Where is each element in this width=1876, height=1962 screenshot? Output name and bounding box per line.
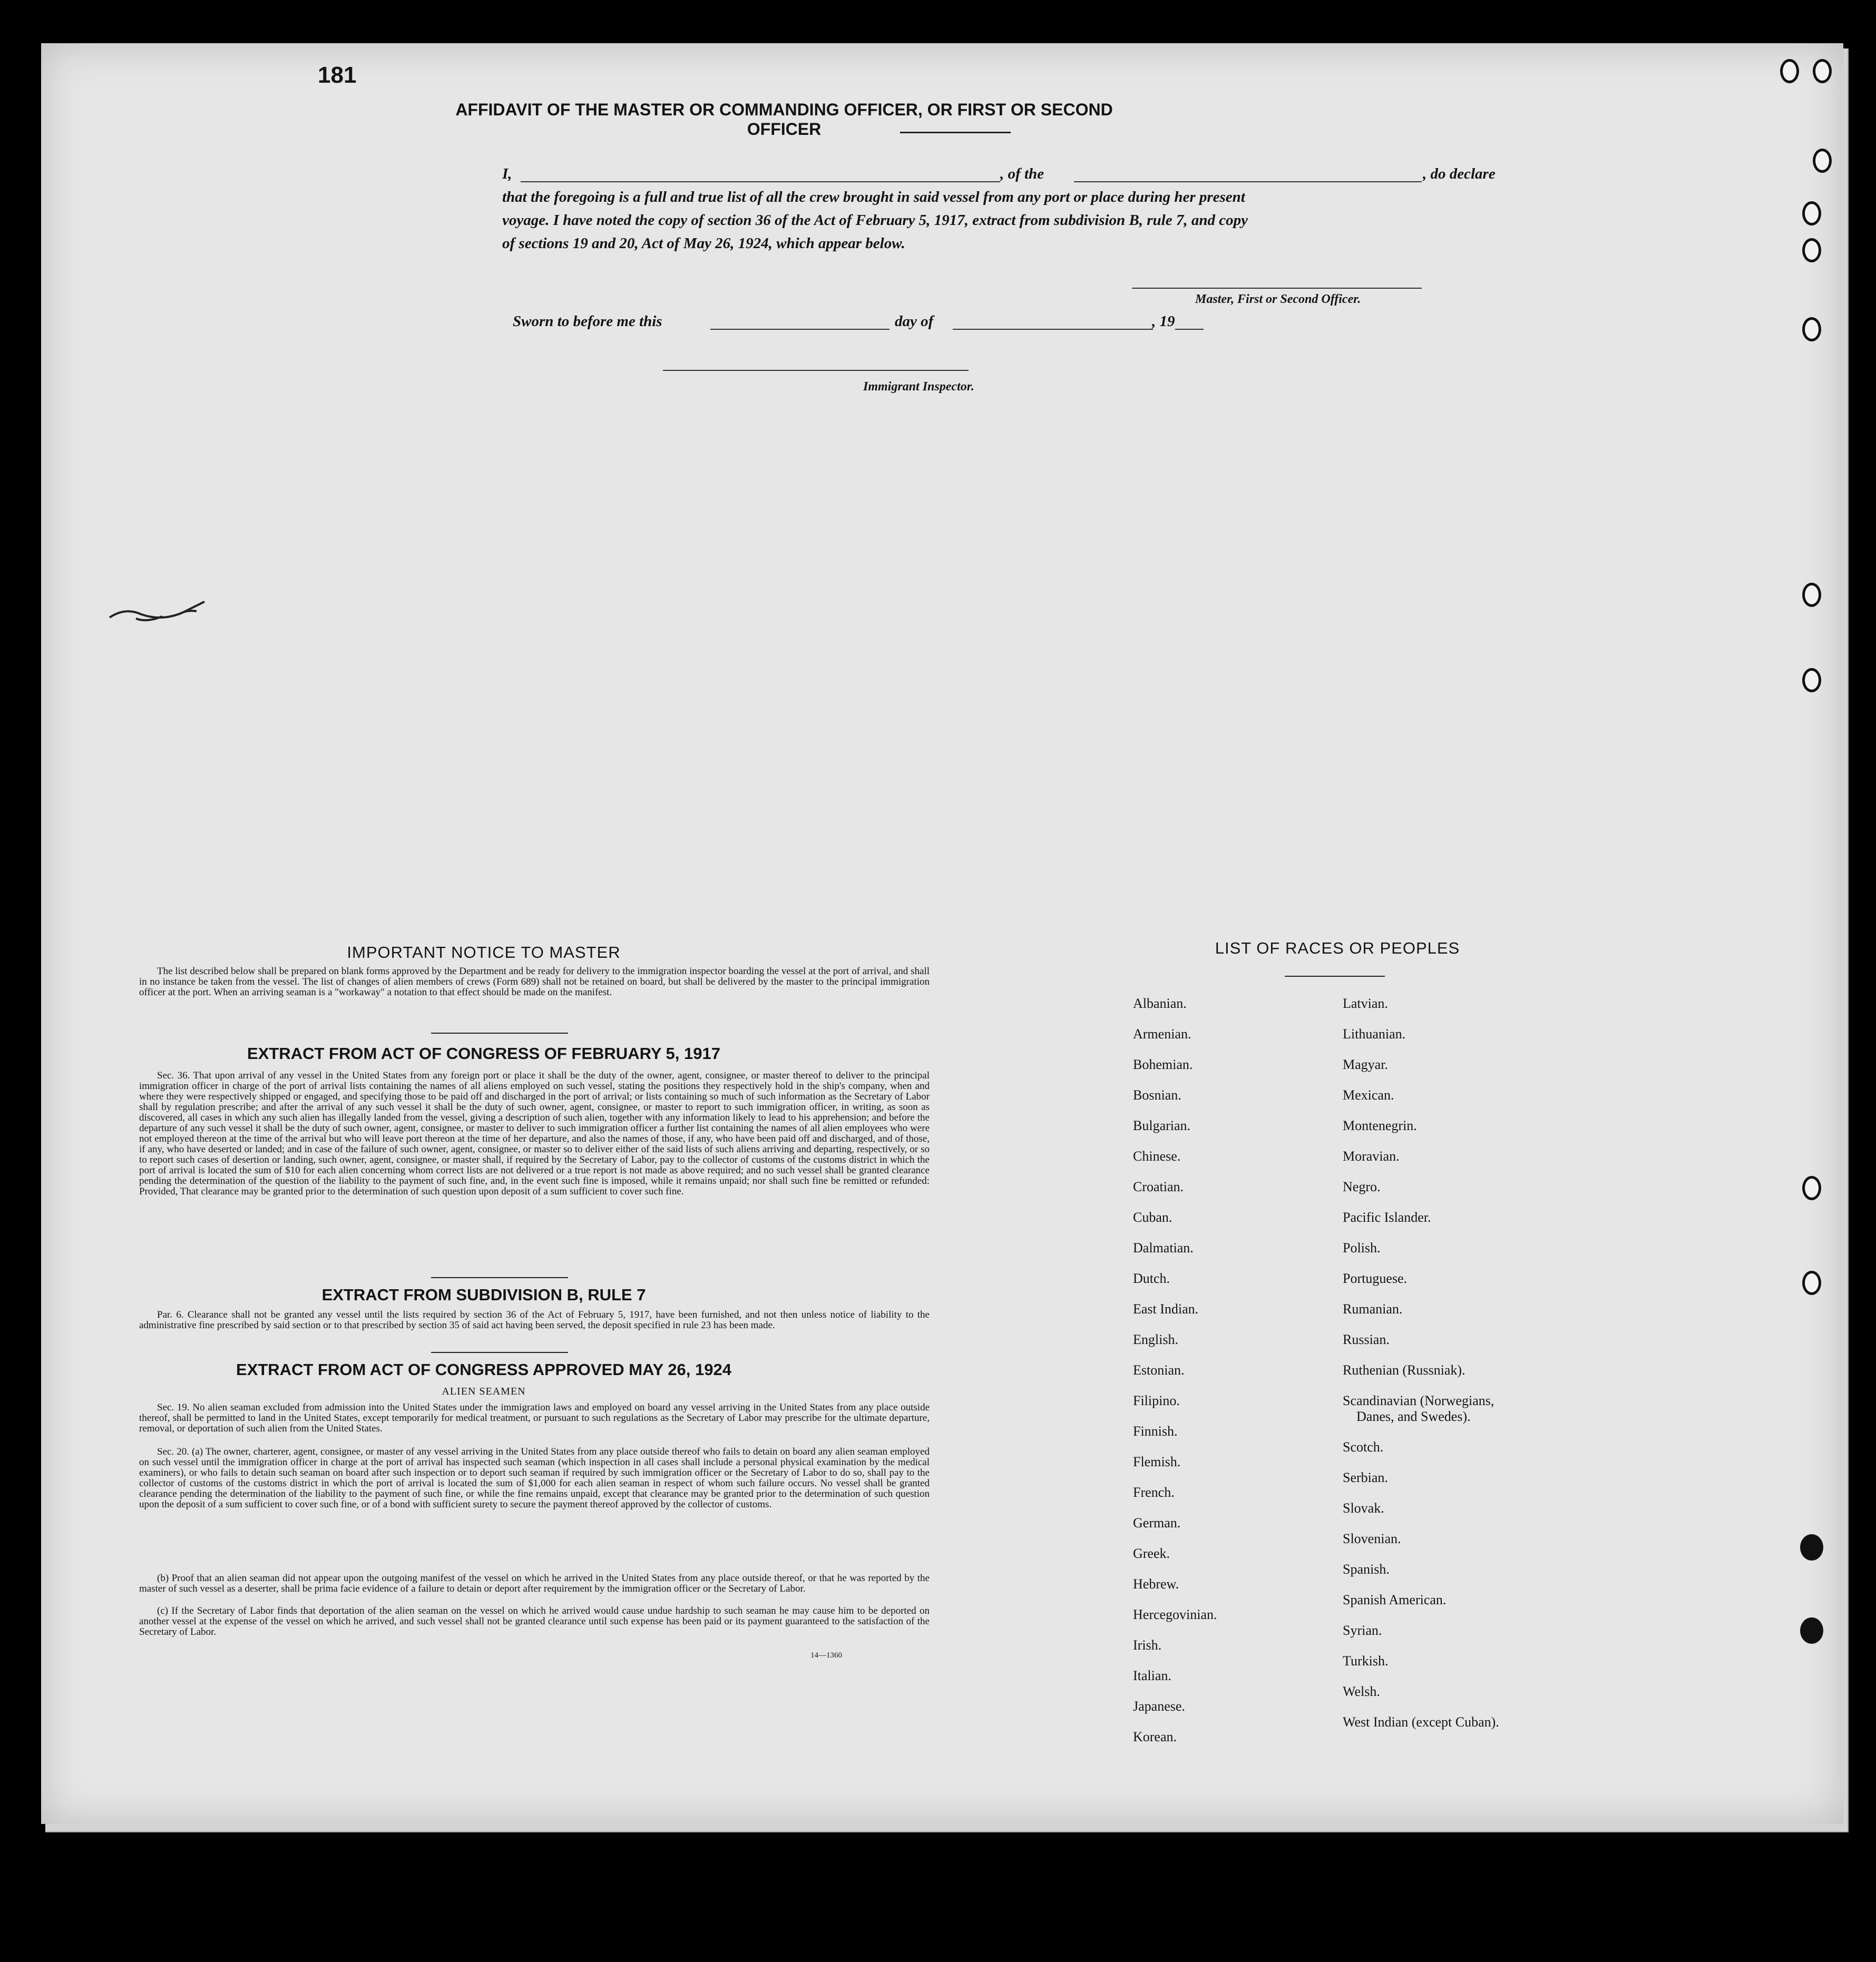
race-item: Slovak.: [1343, 1500, 1384, 1516]
inspector-caption: Immigrant Inspector.: [863, 380, 974, 394]
race-item: Spanish.: [1343, 1562, 1390, 1577]
race-item: Greek.: [1133, 1546, 1170, 1561]
extract3-sec20b: (b) Proof that an alien seaman did not appear upon the outgoing manifest of the vessel on which he arrived in the United States from any place outside thereof, or that he was reported by the master of such vessel as a deserter, shall be prima facie evidence of a failure to detain or deport after requirement by the immigration officer or the Secretary of Labor.: [139, 1573, 930, 1594]
extract2-text: Par. 6. Clearance shall not be granted any vessel until the lists required by section 36 of the Act of February 5, 1917, have been furnished, and not then unless notice of liability to the administrative fine prescribed by said section or to that prescribed by section 35 of said act having been served, the deposit specified in rule 23 has been made.: [139, 1309, 930, 1331]
race-item: Polish.: [1343, 1240, 1381, 1255]
race-item: Negro.: [1343, 1179, 1381, 1194]
extract3-subtitle: ALIEN SEAMEN: [442, 1386, 526, 1397]
extract1-text: Sec. 36. That upon arrival of any vessel in the United States from any foreign port or place it shall be the duty of the owner, agent, consignee, or master thereof to deliver to the principal immigration officer in charge of the port of arrival lists containing the names of all aliens employed on such vessel, stating the positions they respectively hold in the ship's company, when and where they were respectively shipped or engaged, and specifying those to be paid off and discharged in the port of arrival; or lists containing so much of such information as the Secretary of Labor shall by regulation prescribe; and after the arrival of any such vessel it shall be the duty of such owner, agent, consignee, or master to report to such immigration officer, in writing, as soon as discovered, all cases in which any such alien has illegally landed from the vessel, giving a description of such alien, together with any information likely to lead to his apprehension; and before the departure of any such vessel it shall be the duty of such owner, agent, consignee, or master to deliver to such immigration officer a further list containing the names of all alien employees who were not employed thereon at the time of the arrival but who will leave port thereon at the time of her departure, and also the names of those, if any, who have been paid off and discharged, and of those, if any, who have deserted or landed; and in case of the failure of such owner, agent, consignee, or master so to deliver either of the said lists of such aliens arriving and departing, respectively, or so to report such cases of desertion or landing, such owner, agent, consignee, or master shall, if required by the Secretary of Labor, pay to the collector of customs of the customs district in which the port of arrival is located the sum of $10 for each alien concerning whom correct lists are not delivered or a true report is not made as above required; and no such vessel shall be granted clearance pending the determination of the question of the liability to the payment of such fine, and, in the event such fine is imposed, while it remains unpaid; nor shall such fine be remitted or refunded: Provided, That clearance may be granted prior to the determination of such question upon deposit of a sum sufficient to cover such fine.: [139, 1070, 930, 1197]
sworn-year: , 19: [1152, 313, 1175, 330]
affidavit-title: AFFIDAVIT OF THE MASTER OR COMMANDING OFFICER, OR FIRST OR SECOND OFFICER: [455, 100, 1113, 139]
extract1-title: EXTRACT FROM ACT OF CONGRESS OF FEBRUARY 5, 1917: [247, 1044, 720, 1063]
binder-hole: [1780, 59, 1799, 83]
race-item: Serbian.: [1343, 1470, 1388, 1485]
race-item: Irish.: [1133, 1637, 1162, 1653]
extract2-title: EXTRACT FROM SUBDIVISION B, RULE 7: [321, 1286, 646, 1304]
race-item: Japanese.: [1133, 1699, 1185, 1714]
inspector-signature-line: [663, 370, 969, 371]
race-item: Chinese.: [1133, 1149, 1181, 1164]
binder-hole: [1802, 1271, 1821, 1295]
race-item: Dalmatian.: [1133, 1240, 1194, 1255]
page-number: 181: [318, 62, 357, 88]
binder-hole: [1813, 59, 1832, 83]
race-item: Pacific Islander.: [1343, 1210, 1431, 1225]
binder-hole: [1802, 668, 1821, 692]
race-item: Scotch.: [1343, 1439, 1384, 1455]
race-item: Danes, and Swedes).: [1356, 1409, 1471, 1424]
extract3-sec19: Sec. 19. No alien seaman excluded from admission into the United States under the immigration laws and employed on board any vessel arriving in the United States from any place outside thereof, shall be permitted to land in the United States, except temporarily for medical treatment, or pursuant to such regulations as the Secretary of Labor may prescribe for the ultimate departure, removal, or deportation of such alien from the United States.: [139, 1402, 930, 1434]
race-item: Croatian.: [1133, 1179, 1184, 1194]
race-item: German.: [1133, 1515, 1181, 1531]
race-item: Bosnian.: [1133, 1087, 1181, 1103]
binder-hole: [1802, 583, 1821, 607]
race-item: Estonian.: [1133, 1362, 1185, 1378]
race-item: Filipino.: [1133, 1393, 1180, 1408]
races-left-column: [1133, 988, 1217, 1752]
extract3-sec20c: (c) If the Secretary of Labor finds that deportation of the alien seaman on the vessel on which he arrived would cause undue hardship to such seaman he may cause him to be deported on another vessel at the expense of the vessel on which he arrived, and such vessel shall not be granted clearance until such expense has been paid or its payment guaranteed to the satisfaction of the Secretary of Labor.: [139, 1605, 930, 1637]
race-item: Flemish.: [1133, 1454, 1181, 1469]
race-item: Latvian.: [1343, 996, 1388, 1011]
race-item: Albanian.: [1133, 996, 1187, 1011]
race-item: Bohemian.: [1133, 1057, 1193, 1072]
race-item: Korean.: [1133, 1729, 1177, 1744]
races-right-column: [1343, 988, 1499, 1738]
race-item: Syrian.: [1343, 1623, 1382, 1638]
race-item: Finnish.: [1133, 1424, 1178, 1439]
race-item: Slovenian.: [1343, 1531, 1401, 1546]
race-item: French.: [1133, 1485, 1175, 1500]
affidavit-i: I,: [502, 165, 512, 182]
sworn-day-of: day of: [895, 313, 934, 330]
race-item: Portuguese.: [1343, 1271, 1408, 1286]
race-item: Lithuanian.: [1343, 1026, 1406, 1042]
officer-caption: Master, First or Second Officer.: [1195, 292, 1361, 306]
race-item: Russian.: [1343, 1332, 1390, 1347]
races-title: LIST OF RACES OR PEOPLES: [1215, 939, 1460, 957]
race-item: West Indian (except Cuban).: [1343, 1714, 1499, 1730]
notice-text: The list described below shall be prepared on blank forms approved by the Department and be ready for delivery to the immigration inspector boarding the vessel at the port of arrival, and shall in no instance be taken from the vessel. The list of changes of alien members of crews (Form 689) shall not be retained on board, but shall be delivered by the master to the principal immigration officer at the port. When an arriving seaman is a "workaway" a notation to that effect should be made on the manifest.: [139, 966, 930, 998]
race-item: Bulgarian.: [1133, 1118, 1191, 1133]
race-item: Armenian.: [1133, 1026, 1191, 1042]
sworn-month-line: [953, 329, 1153, 330]
name-blank-line: [521, 181, 1000, 182]
race-item: Hercegovinian.: [1133, 1607, 1217, 1622]
affidavit-of-the: , of the: [1000, 165, 1044, 182]
extract3-sec20a: Sec. 20. (a) The owner, charterer, agent, consignee, or master of any vessel arriving in the United States from any place outside thereof who fails to detain on board any alien seaman employed on such vessel until the immigration officer in charge at the port of arrival has inspected such seaman (which inspection in all cases shall include a personal physical examination by the medical examiners), or who fails to detain such seaman on board after such inspection or to deport such seaman if required by such immigration officer or the Secretary of Labor to do so, shall pay to the collector of customs of the customs district in which the port of arrival is located the sum of $1,000 for each alien seaman in respect of whom such failure occurs. No vessel shall be granted clearance pending the determination of the liability to the payment of such fine, or while the fine remains unpaid, except that clearance may be granted prior to the determination of such question upon the deposit of a sum sufficient to cover such fine, or of a bond with sufficient surety to secure the payment thereof approved by the collector of customs.: [139, 1446, 930, 1510]
notice-title: IMPORTANT NOTICE TO MASTER: [347, 943, 621, 962]
handwritten-mark: [104, 591, 231, 633]
affidavit-do-declare: , do declare: [1423, 165, 1496, 182]
extract1-rule: [431, 1277, 568, 1278]
race-item: Italian.: [1133, 1668, 1171, 1683]
binder-hole: [1802, 201, 1821, 225]
race-item: English.: [1133, 1332, 1178, 1347]
sworn-day-line: [710, 329, 890, 330]
binder-hole: [1802, 1176, 1821, 1200]
race-item: Spanish American.: [1343, 1592, 1447, 1607]
sworn-year-line: [1175, 329, 1204, 330]
race-item: Rumanian.: [1343, 1301, 1403, 1317]
form-number: 14—1360: [810, 1651, 842, 1660]
affidavit-line4: of sections 19 and 20, Act of May 26, 1924, which appear below.: [502, 235, 905, 252]
binder-hole: [1802, 317, 1821, 341]
notice-rule: [431, 1033, 568, 1034]
affidavit-title-rule: [900, 132, 1011, 133]
binder-hole: [1800, 1617, 1823, 1644]
race-item: Cuban.: [1133, 1210, 1172, 1225]
binder-hole: [1800, 1534, 1823, 1561]
race-item: Mexican.: [1343, 1087, 1394, 1103]
race-item: Hebrew.: [1133, 1576, 1179, 1592]
document-page: [41, 43, 1843, 1824]
race-item: Ruthenian (Russniak).: [1343, 1362, 1465, 1378]
sworn-text: Sworn to before me this: [513, 313, 662, 330]
race-item: Scandinavian (Norwegians,: [1343, 1393, 1494, 1408]
extract3-title: EXTRACT FROM ACT OF CONGRESS APPROVED MAY 26, 1924: [236, 1360, 731, 1379]
race-item: Dutch.: [1133, 1271, 1170, 1286]
binder-hole: [1802, 238, 1821, 262]
race-item: Turkish.: [1343, 1653, 1389, 1669]
race-item: Moravian.: [1343, 1149, 1400, 1164]
extract2-rule: [431, 1352, 568, 1353]
affidavit-line2: that the foregoing is a full and true list of all the crew brought in said vessel from any port or place during her present: [502, 189, 1245, 205]
races-title-rule: [1285, 976, 1385, 977]
race-item: Welsh.: [1343, 1684, 1380, 1699]
race-item: Magyar.: [1343, 1057, 1388, 1072]
race-item: East Indian.: [1133, 1301, 1199, 1317]
race-item: Montenegrin.: [1343, 1118, 1417, 1133]
affidavit-line3: voyage. I have noted the copy of section 36 of the Act of February 5, 1917, extract from subdivision B, rule 7, and copy: [502, 212, 1248, 229]
binder-hole: [1813, 149, 1832, 173]
vessel-blank-line: [1074, 181, 1422, 182]
